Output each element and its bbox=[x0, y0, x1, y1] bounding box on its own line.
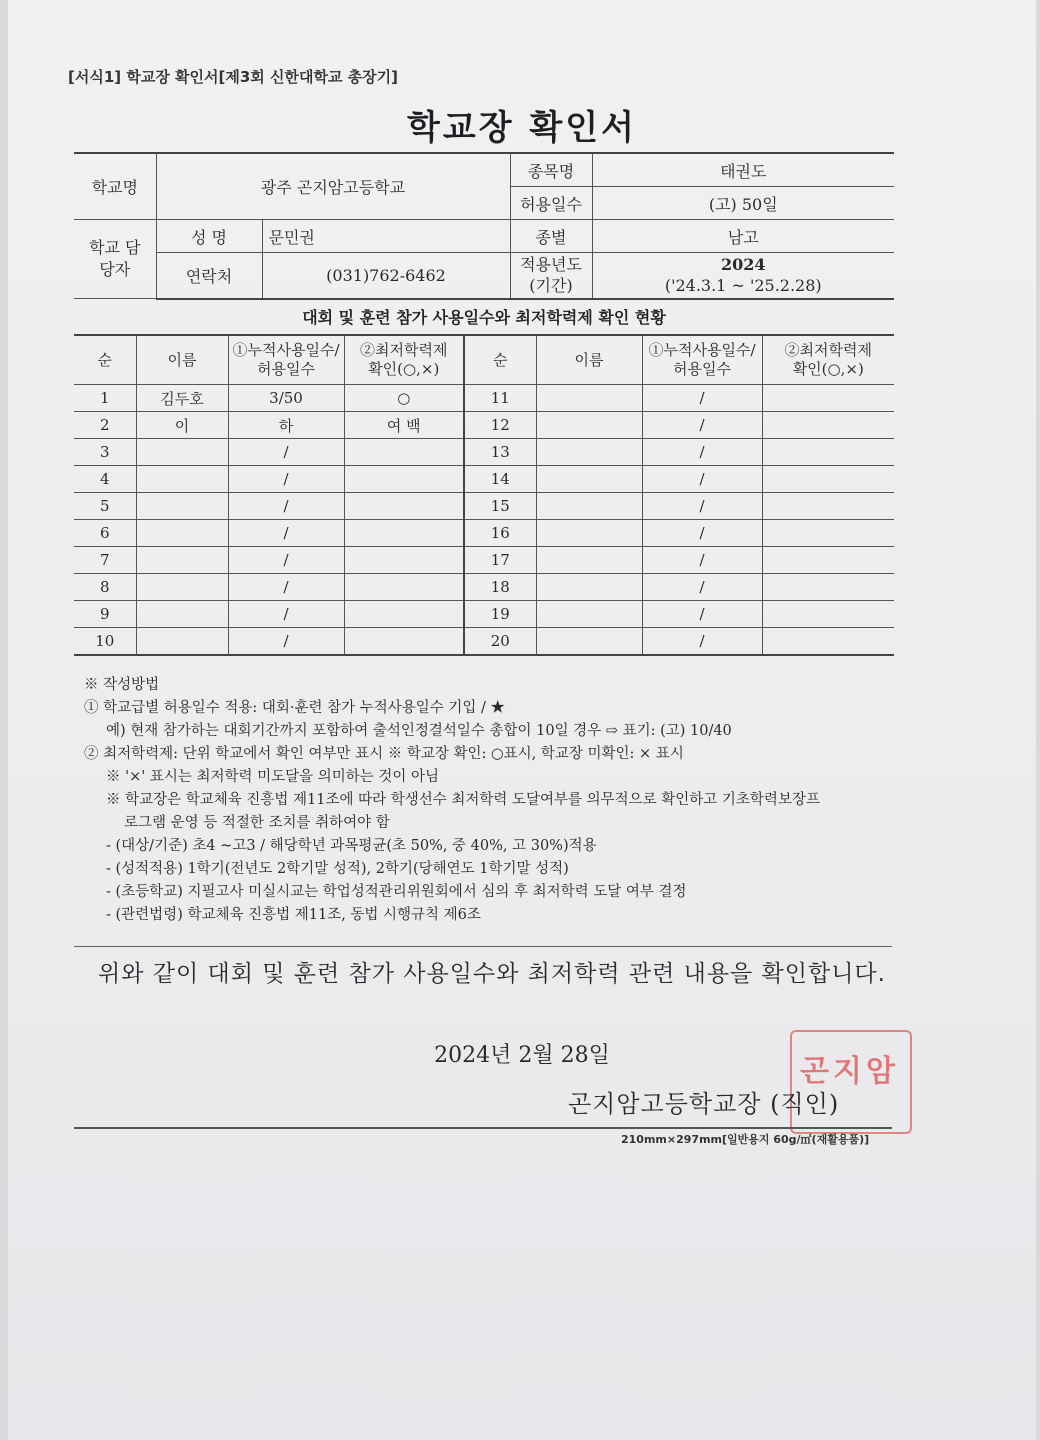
row-no: 18 bbox=[464, 574, 536, 601]
bottom-divider bbox=[74, 1127, 892, 1129]
roster-table bbox=[74, 334, 894, 656]
row-no: 11 bbox=[464, 385, 536, 412]
row-academic-check bbox=[344, 574, 464, 601]
period-value: ('24.3.1 ~ '25.2.28) bbox=[664, 276, 822, 296]
allowed-days-label: 허용일수 bbox=[510, 187, 592, 220]
page-title: 학교장 확인서 bbox=[407, 108, 637, 148]
row-no: 16 bbox=[464, 520, 536, 547]
detail-1: - (대상/기준) 초4 ~고3 / 해당학년 과목평균(초 50%, 중 40%, 고 30%)적용 bbox=[106, 838, 597, 854]
table-row bbox=[74, 628, 894, 656]
row-no: 8 bbox=[74, 574, 136, 601]
row-academic-check bbox=[762, 628, 894, 656]
row-no: 7 bbox=[74, 547, 136, 574]
row-days: / bbox=[228, 601, 344, 628]
row-academic-check bbox=[762, 520, 894, 547]
roster-header-row bbox=[74, 335, 894, 385]
col-name: 이름 bbox=[136, 335, 228, 385]
row-academic-check bbox=[762, 439, 894, 466]
school-value: 광주 곤지암고등학교 bbox=[156, 153, 510, 220]
period-label: (기간) bbox=[529, 276, 573, 296]
year-value: 2024 bbox=[720, 255, 766, 275]
row-academic-check bbox=[762, 547, 894, 574]
writing-instructions bbox=[84, 674, 914, 927]
col-name-2: 이름 bbox=[536, 335, 642, 385]
row-days: / bbox=[642, 547, 762, 574]
gender-label: 종별 bbox=[510, 220, 592, 253]
row-no: 15 bbox=[464, 493, 536, 520]
table-row bbox=[74, 601, 894, 628]
row-academic-check bbox=[344, 547, 464, 574]
row-name bbox=[136, 520, 228, 547]
row-academic-check bbox=[344, 601, 464, 628]
row-name bbox=[136, 466, 228, 493]
name-value: 문민권 bbox=[262, 220, 510, 253]
row-days: 하 bbox=[228, 412, 344, 439]
table-row bbox=[74, 574, 894, 601]
confirmation-statement: 위와 같이 대회 및 훈련 참가 사용일수와 최저학력 관련 내용을 확인합니다. bbox=[98, 961, 886, 987]
table-row bbox=[74, 493, 894, 520]
row-days: / bbox=[642, 466, 762, 493]
name-label: 성 명 bbox=[156, 220, 262, 253]
row-academic-check bbox=[762, 601, 894, 628]
row-name bbox=[136, 601, 228, 628]
signer: 곤지암고등학교장 (직인) bbox=[568, 1090, 840, 1118]
row-no: 1 bbox=[74, 385, 136, 412]
detail-2: - (성적적용) 1학기(전년도 2학기말 성적), 2학기(당해연도 1학기말 성적) bbox=[106, 861, 569, 877]
row-no: 19 bbox=[464, 601, 536, 628]
divider bbox=[74, 946, 892, 947]
row-days: / bbox=[228, 574, 344, 601]
note-1: ① 학교급별 허용일수 적용: 대회·훈련 참가 누적사용일수 기입 / ★ bbox=[84, 700, 506, 716]
col-no-2: 순 bbox=[464, 335, 536, 385]
row-days: / bbox=[642, 385, 762, 412]
issue-date: 2024년 2월 28일 bbox=[434, 1043, 610, 1068]
table-row bbox=[74, 466, 894, 493]
manager-label: 학교 담당자 bbox=[74, 220, 156, 299]
row-days: / bbox=[642, 520, 762, 547]
row-name bbox=[536, 574, 642, 601]
row-no: 13 bbox=[464, 439, 536, 466]
row-no: 4 bbox=[74, 466, 136, 493]
year-period-value bbox=[592, 253, 894, 299]
year-label: 적용년도 bbox=[520, 255, 582, 275]
row-name: 김두호 bbox=[136, 385, 228, 412]
row-name bbox=[536, 628, 642, 656]
row-no: 20 bbox=[464, 628, 536, 656]
row-academic-check: ○ bbox=[344, 385, 464, 412]
row-days: / bbox=[642, 439, 762, 466]
row-days: 3/50 bbox=[228, 385, 344, 412]
document-sheet bbox=[8, 0, 1036, 1440]
note-2-a: ※ '×' 표시는 최저학력 미도달을 의미하는 것이 아님 bbox=[106, 769, 440, 785]
row-name bbox=[536, 601, 642, 628]
row-name bbox=[536, 412, 642, 439]
row-name bbox=[536, 520, 642, 547]
notes-heading: ※ 작성방법 bbox=[84, 677, 160, 693]
col-days: ①누적사용일수/ 허용일수 bbox=[228, 335, 344, 385]
row-no: 10 bbox=[74, 628, 136, 656]
detail-3: - (초등학교) 지필고사 미실시교는 학업성적관리위원회에서 심의 후 최저학력 도달 여부 결정 bbox=[106, 884, 687, 900]
row-name bbox=[136, 628, 228, 656]
sport-label: 종목명 bbox=[510, 153, 592, 187]
col-no: 순 bbox=[74, 335, 136, 385]
row-days: / bbox=[642, 628, 762, 656]
row-name: 이 bbox=[136, 412, 228, 439]
row-academic-check bbox=[344, 520, 464, 547]
allowed-days-value: (고) 50일 bbox=[592, 187, 894, 220]
row-days: / bbox=[642, 493, 762, 520]
row-no: 3 bbox=[74, 439, 136, 466]
row-days: / bbox=[228, 547, 344, 574]
row-name bbox=[136, 439, 228, 466]
row-academic-check bbox=[762, 574, 894, 601]
row-academic-check bbox=[762, 466, 894, 493]
row-name bbox=[136, 493, 228, 520]
row-name bbox=[536, 547, 642, 574]
gender-value: 남고 bbox=[592, 220, 894, 253]
row-days: / bbox=[228, 520, 344, 547]
row-name bbox=[536, 466, 642, 493]
row-name bbox=[136, 574, 228, 601]
row-academic-check bbox=[762, 412, 894, 439]
school-label: 학교명 bbox=[74, 153, 156, 220]
detail-4: - (관련법령) 학교체육 진흥법 제11조, 동법 시행규칙 제6조 bbox=[106, 907, 481, 923]
row-days: / bbox=[228, 493, 344, 520]
col-academic: ②최저학력제 확인(○,×) bbox=[344, 335, 464, 385]
row-days: / bbox=[642, 601, 762, 628]
row-no: 5 bbox=[74, 493, 136, 520]
section-subtitle: 대회 및 훈련 참가 사용일수와 최저학력제 확인 현황 bbox=[302, 308, 666, 327]
seal-text: 곤지암 bbox=[800, 1054, 899, 1089]
row-academic-check bbox=[762, 385, 894, 412]
row-academic-check bbox=[344, 493, 464, 520]
row-academic-check bbox=[344, 628, 464, 656]
row-academic-check bbox=[344, 466, 464, 493]
row-name bbox=[536, 493, 642, 520]
row-days: / bbox=[642, 412, 762, 439]
row-academic-check: 여 백 bbox=[344, 412, 464, 439]
contact-value: (031)762-6462 bbox=[262, 253, 510, 299]
row-days: / bbox=[228, 628, 344, 656]
info-table bbox=[74, 152, 894, 300]
row-days: / bbox=[642, 574, 762, 601]
row-no: 12 bbox=[464, 412, 536, 439]
row-name bbox=[536, 439, 642, 466]
row-no: 6 bbox=[74, 520, 136, 547]
note-2-b2: 로그램 운영 등 적절한 조치를 취하여야 함 bbox=[124, 815, 390, 831]
note-2: ② 최저학력제: 단위 학교에서 확인 여부만 표시 ※ 학교장 확인: ○표시, 학교장 미확인: × 표시 bbox=[84, 746, 684, 762]
table-row bbox=[74, 385, 894, 412]
table-row bbox=[74, 412, 894, 439]
row-academic-check bbox=[762, 493, 894, 520]
contact-label: 연락처 bbox=[156, 253, 262, 299]
form-number: [서식1] 학교장 확인서[제3회 신한대학교 총장기] bbox=[68, 68, 399, 86]
table-row bbox=[74, 547, 894, 574]
sport-value: 태권도 bbox=[592, 153, 894, 187]
note-2-b1: ※ 학교장은 학교체육 진흥법 제11조에 따라 학생선수 최저학력 도달여부를 의무적으로 확인하고 기초학력보장프 bbox=[106, 792, 820, 808]
col-days-2: ①누적사용일수/ 허용일수 bbox=[642, 335, 762, 385]
year-period-label bbox=[510, 253, 592, 299]
row-no: 2 bbox=[74, 412, 136, 439]
row-name bbox=[136, 547, 228, 574]
paper-spec: 210mm×297mm[일반용지 60g/㎡(재활용품)] bbox=[621, 1133, 870, 1146]
row-days: / bbox=[228, 466, 344, 493]
row-no: 9 bbox=[74, 601, 136, 628]
col-academic-2: ②최저학력제 확인(○,×) bbox=[762, 335, 894, 385]
row-no: 14 bbox=[464, 466, 536, 493]
table-row bbox=[74, 520, 894, 547]
row-academic-check bbox=[344, 439, 464, 466]
row-days: / bbox=[228, 439, 344, 466]
table-row bbox=[74, 439, 894, 466]
row-no: 17 bbox=[464, 547, 536, 574]
note-1-example: 예) 현재 참가하는 대회기간까지 포함하여 출석인정결석일수 총합이 10일 경우 ⇨ 표기: (고) 10/40 bbox=[106, 723, 732, 739]
row-name bbox=[536, 385, 642, 412]
